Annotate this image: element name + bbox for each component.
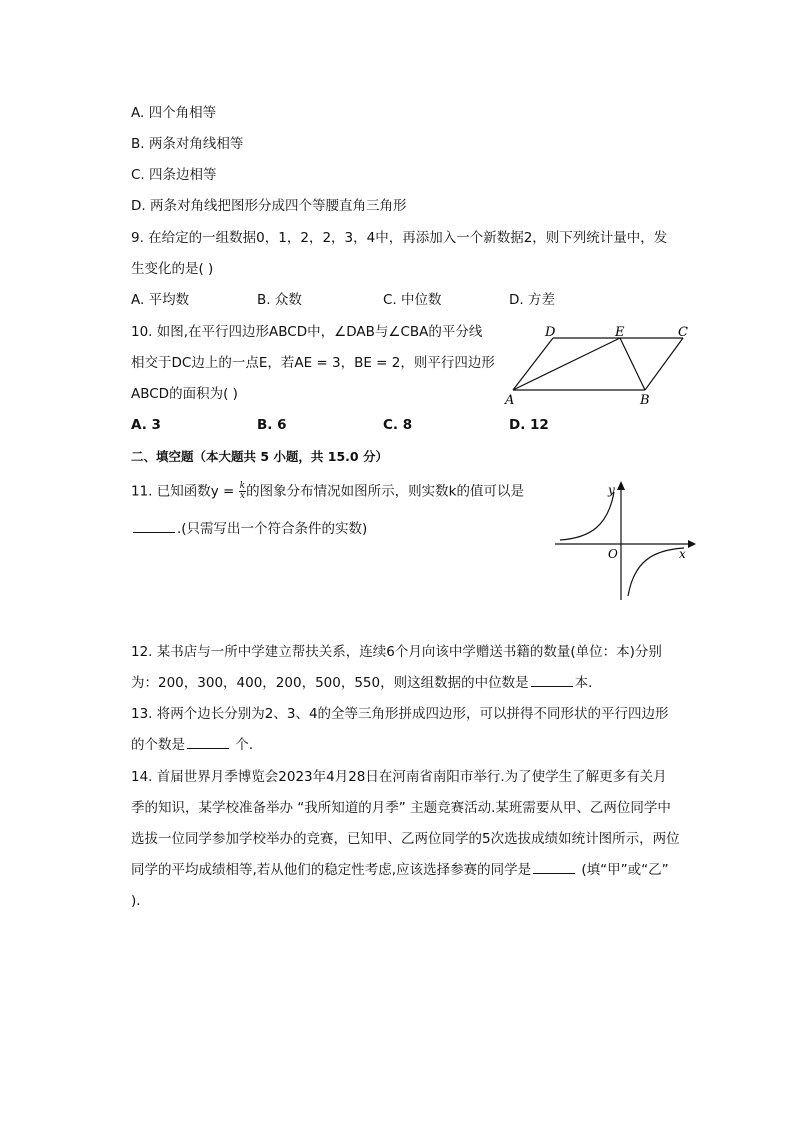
y-axis-arrow (617, 481, 625, 490)
q14-line4-prefix: 同学的平均成绩相等,若从他们的稳定性考虑,应该选择参赛的同学是 (131, 862, 532, 878)
q10-option-a: A. 3 (131, 417, 161, 433)
q14-line3: 选拔一位同学参加学校举办的竞赛，已知甲、乙两位同学的5次选拔成绩如统计图所示，两位 (131, 831, 680, 847)
label-a: A (505, 393, 515, 408)
q9-option-d: D. 方差 (509, 292, 555, 308)
q11-suffix: 的图象分布情况如图所示，则实数k的值可以是 (246, 483, 524, 500)
q11-line2-text: .(只需写出一个符合条件的实数) (177, 521, 368, 537)
segment-be (620, 338, 645, 390)
q11-line1 (131, 482, 524, 501)
q8-option-b: B. 两条对角线相等 (131, 136, 244, 152)
q12-line2-suffix: 本． (574, 675, 602, 691)
q14-line4 (131, 861, 669, 879)
q10-line2: 相交于DC边上的一点E，若AE = 3，BE = 2，则平行四边形 (131, 355, 495, 371)
q9-option-c: C. 中位数 (383, 292, 442, 308)
q14-line5: )． (131, 893, 150, 909)
q11-frac-den: x (239, 491, 245, 501)
q11-frac-num: k (239, 481, 246, 491)
hyperbola-graph (550, 478, 700, 603)
label-origin: O (608, 547, 618, 561)
q10-option-c: C. 8 (383, 417, 413, 433)
q12-line2 (131, 674, 602, 692)
q14-line2: 季的知识，某学校准备举办 “我所知道的月季” 主题竞赛活动.某班需要从甲、乙两位同学中 (131, 800, 671, 816)
q9-line1: 9. 在给定的一组数据0，1，2，2，3，4中，再添加入一个新数据2，则下列统计量中，发 (131, 230, 668, 246)
q8-option-d: D. 两条对角线把图形分成四个等腰直角三角形 (131, 198, 407, 214)
q11-prefix: 11. 已知函数y = (131, 483, 239, 500)
x-axis-arrow (688, 540, 696, 548)
q13-answer-blank[interactable] (187, 736, 229, 749)
section-title: 二、填空题（本大题共 5 小题，共 15.0 分） (131, 449, 388, 464)
curve-quadrant-4 (628, 548, 684, 596)
q10-line1: 10. 如图,在平行四边形ABCD中，∠DAB与∠CBA的平分线 (131, 324, 483, 340)
q14-line1: 14. 首届世界月季博览会2023年4月28日在河南省南阳市举行.为了使学生了解更多有关月 (131, 769, 667, 785)
q13-line2 (131, 736, 253, 754)
segment-ae (513, 338, 620, 390)
q8-option-c: C. 四条边相等 (131, 167, 217, 183)
q13-line2-suffix: 个. (231, 737, 254, 753)
label-c: C (678, 325, 688, 340)
q8-option-a: A. 四个角相等 (131, 105, 217, 121)
q13-line1: 13. 将两个边长分别为2、3、4的全等三角形拼成四边形，可以拼得不同形状的平行四边形 (131, 706, 669, 722)
label-e: E (615, 325, 625, 340)
q11-fraction (239, 482, 246, 501)
q12-line2-prefix: 为：200，300，400，200，500，550，则这组数据的中位数是 (131, 675, 529, 691)
q10-line3: ABCD的面积为( ) (131, 386, 238, 402)
side-bc (645, 338, 683, 390)
q11-answer-blank[interactable] (133, 520, 175, 533)
parallelogram-figure (500, 320, 700, 410)
label-d: D (545, 325, 556, 340)
q12-line1: 12. 某书店与一所中学建立帮扶关系，连续6个月向该中学赠送书籍的数量(单位：本)分别 (131, 644, 662, 660)
label-b: B (640, 393, 650, 408)
q10-option-d: D. 12 (509, 417, 549, 433)
q14-answer-blank[interactable] (533, 861, 575, 874)
q10-option-b: B. 6 (257, 417, 287, 433)
q12-answer-blank[interactable] (531, 674, 573, 687)
q11-line2 (131, 520, 367, 538)
side-ad (513, 338, 553, 390)
label-y: y (608, 483, 615, 497)
q9-option-b: B. 众数 (257, 292, 302, 308)
q9-option-a: A. 平均数 (131, 292, 190, 308)
curve-quadrant-2 (560, 492, 614, 540)
q13-line2-prefix: 的个数是 (131, 737, 185, 753)
q14-line4-suffix: (填“甲”或“乙” (577, 862, 669, 878)
q9-line2: 生变化的是( ) (131, 261, 214, 277)
label-x: x (679, 547, 686, 561)
